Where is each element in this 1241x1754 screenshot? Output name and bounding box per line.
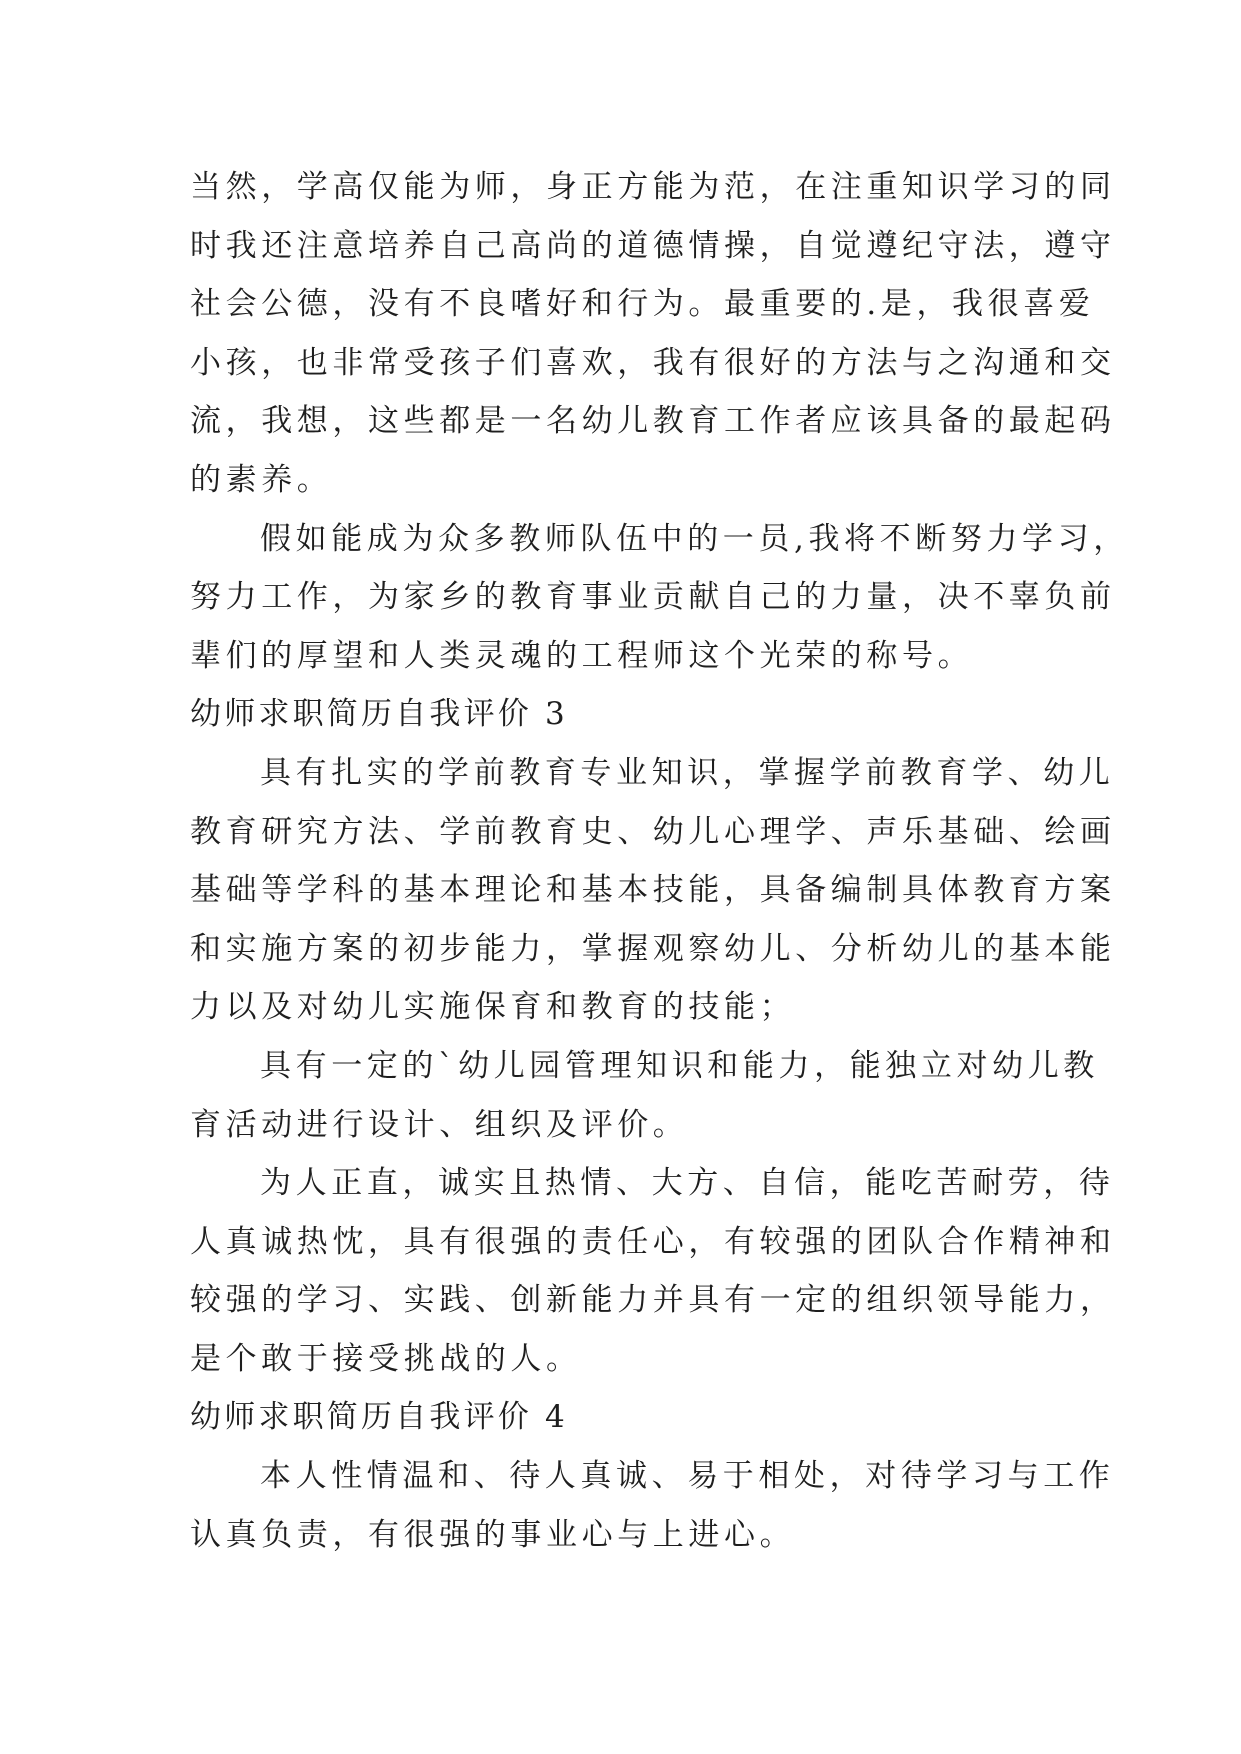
- paragraph-management: [190, 1037, 1099, 1154]
- text-line: 为人正直，诚实且热情、大方、自信，能吃苦耐劳，待: [260, 1165, 1115, 1202]
- paragraph-personality: [190, 1447, 1115, 1564]
- text-line: 小孩，也非常受孩子们喜欢，我有很好的方法与之沟通和交: [190, 344, 1116, 381]
- paragraph-character: [190, 1154, 1116, 1388]
- text-line: 和实施方案的初步能力，掌握观察幼儿、分析幼儿的基本能: [190, 930, 1116, 967]
- paragraph-morality: [190, 158, 1116, 510]
- text-line: 社会公德，没有不良嗜好和行为。最重要的.是，我很喜爱: [190, 286, 1095, 323]
- text-line: 是个敢于接受挑战的人。: [190, 1340, 582, 1377]
- text-line: 教育研究方法、学前教育史、幼儿心理学、声乐基础、绘画: [190, 813, 1116, 850]
- text-line: 力以及对幼儿实施保育和教育的技能；: [190, 989, 796, 1026]
- text-line: 假如能成为众多教师队伍中的一员,我将不断努力学习，: [260, 520, 1129, 557]
- text-line: 流，我想，这些都是一名幼儿教育工作者应该具备的最起码: [190, 403, 1116, 440]
- section-heading-3: 幼师求职简历自我评价 3: [190, 696, 568, 733]
- text-line: 当然，学高仅能为师，身正方能为范，在注重知识学习的同: [190, 169, 1116, 205]
- text-line: 较强的学习、实践、创新能力并具有一定的组织领导能力，: [190, 1282, 1116, 1319]
- text-line: 具有扎实的学前教育专业知识，掌握学前教育学、幼儿: [260, 754, 1115, 791]
- text-line: 基础等学科的基本理论和基本技能，具备编制具体教育方案: [190, 872, 1116, 909]
- text-line: 努力工作，为家乡的教育事业贡献自己的力量，决不辜负前: [190, 579, 1116, 616]
- text-line: 认真负责，有很强的事业心与上进心。: [190, 1516, 796, 1553]
- paragraph-commitment: [190, 510, 1129, 686]
- text-line: 具有一定的`幼儿园管理知识和能力，能独立对幼儿教: [260, 1047, 1099, 1084]
- text-line: 的素养。: [190, 461, 333, 498]
- text-line: 辈们的厚望和人类灵魂的工程师这个光荣的称号。: [190, 637, 974, 674]
- text-line: 育活动进行设计、组织及评价。: [190, 1106, 689, 1143]
- section-heading-4: 幼师求职简历自我评价 4: [190, 1399, 568, 1436]
- text-line: 人真诚热忱，具有很强的责任心，有较强的团队合作精神和: [190, 1223, 1116, 1260]
- text-line: 本人性情温和、待人真诚、易于相处，对待学习与工作: [260, 1458, 1115, 1495]
- document-body: [190, 158, 1129, 1564]
- paragraph-knowledge: [190, 744, 1116, 1037]
- text-line: 时我还注意培养自己高尚的道德情操，自觉遵纪守法，遵守: [190, 227, 1116, 264]
